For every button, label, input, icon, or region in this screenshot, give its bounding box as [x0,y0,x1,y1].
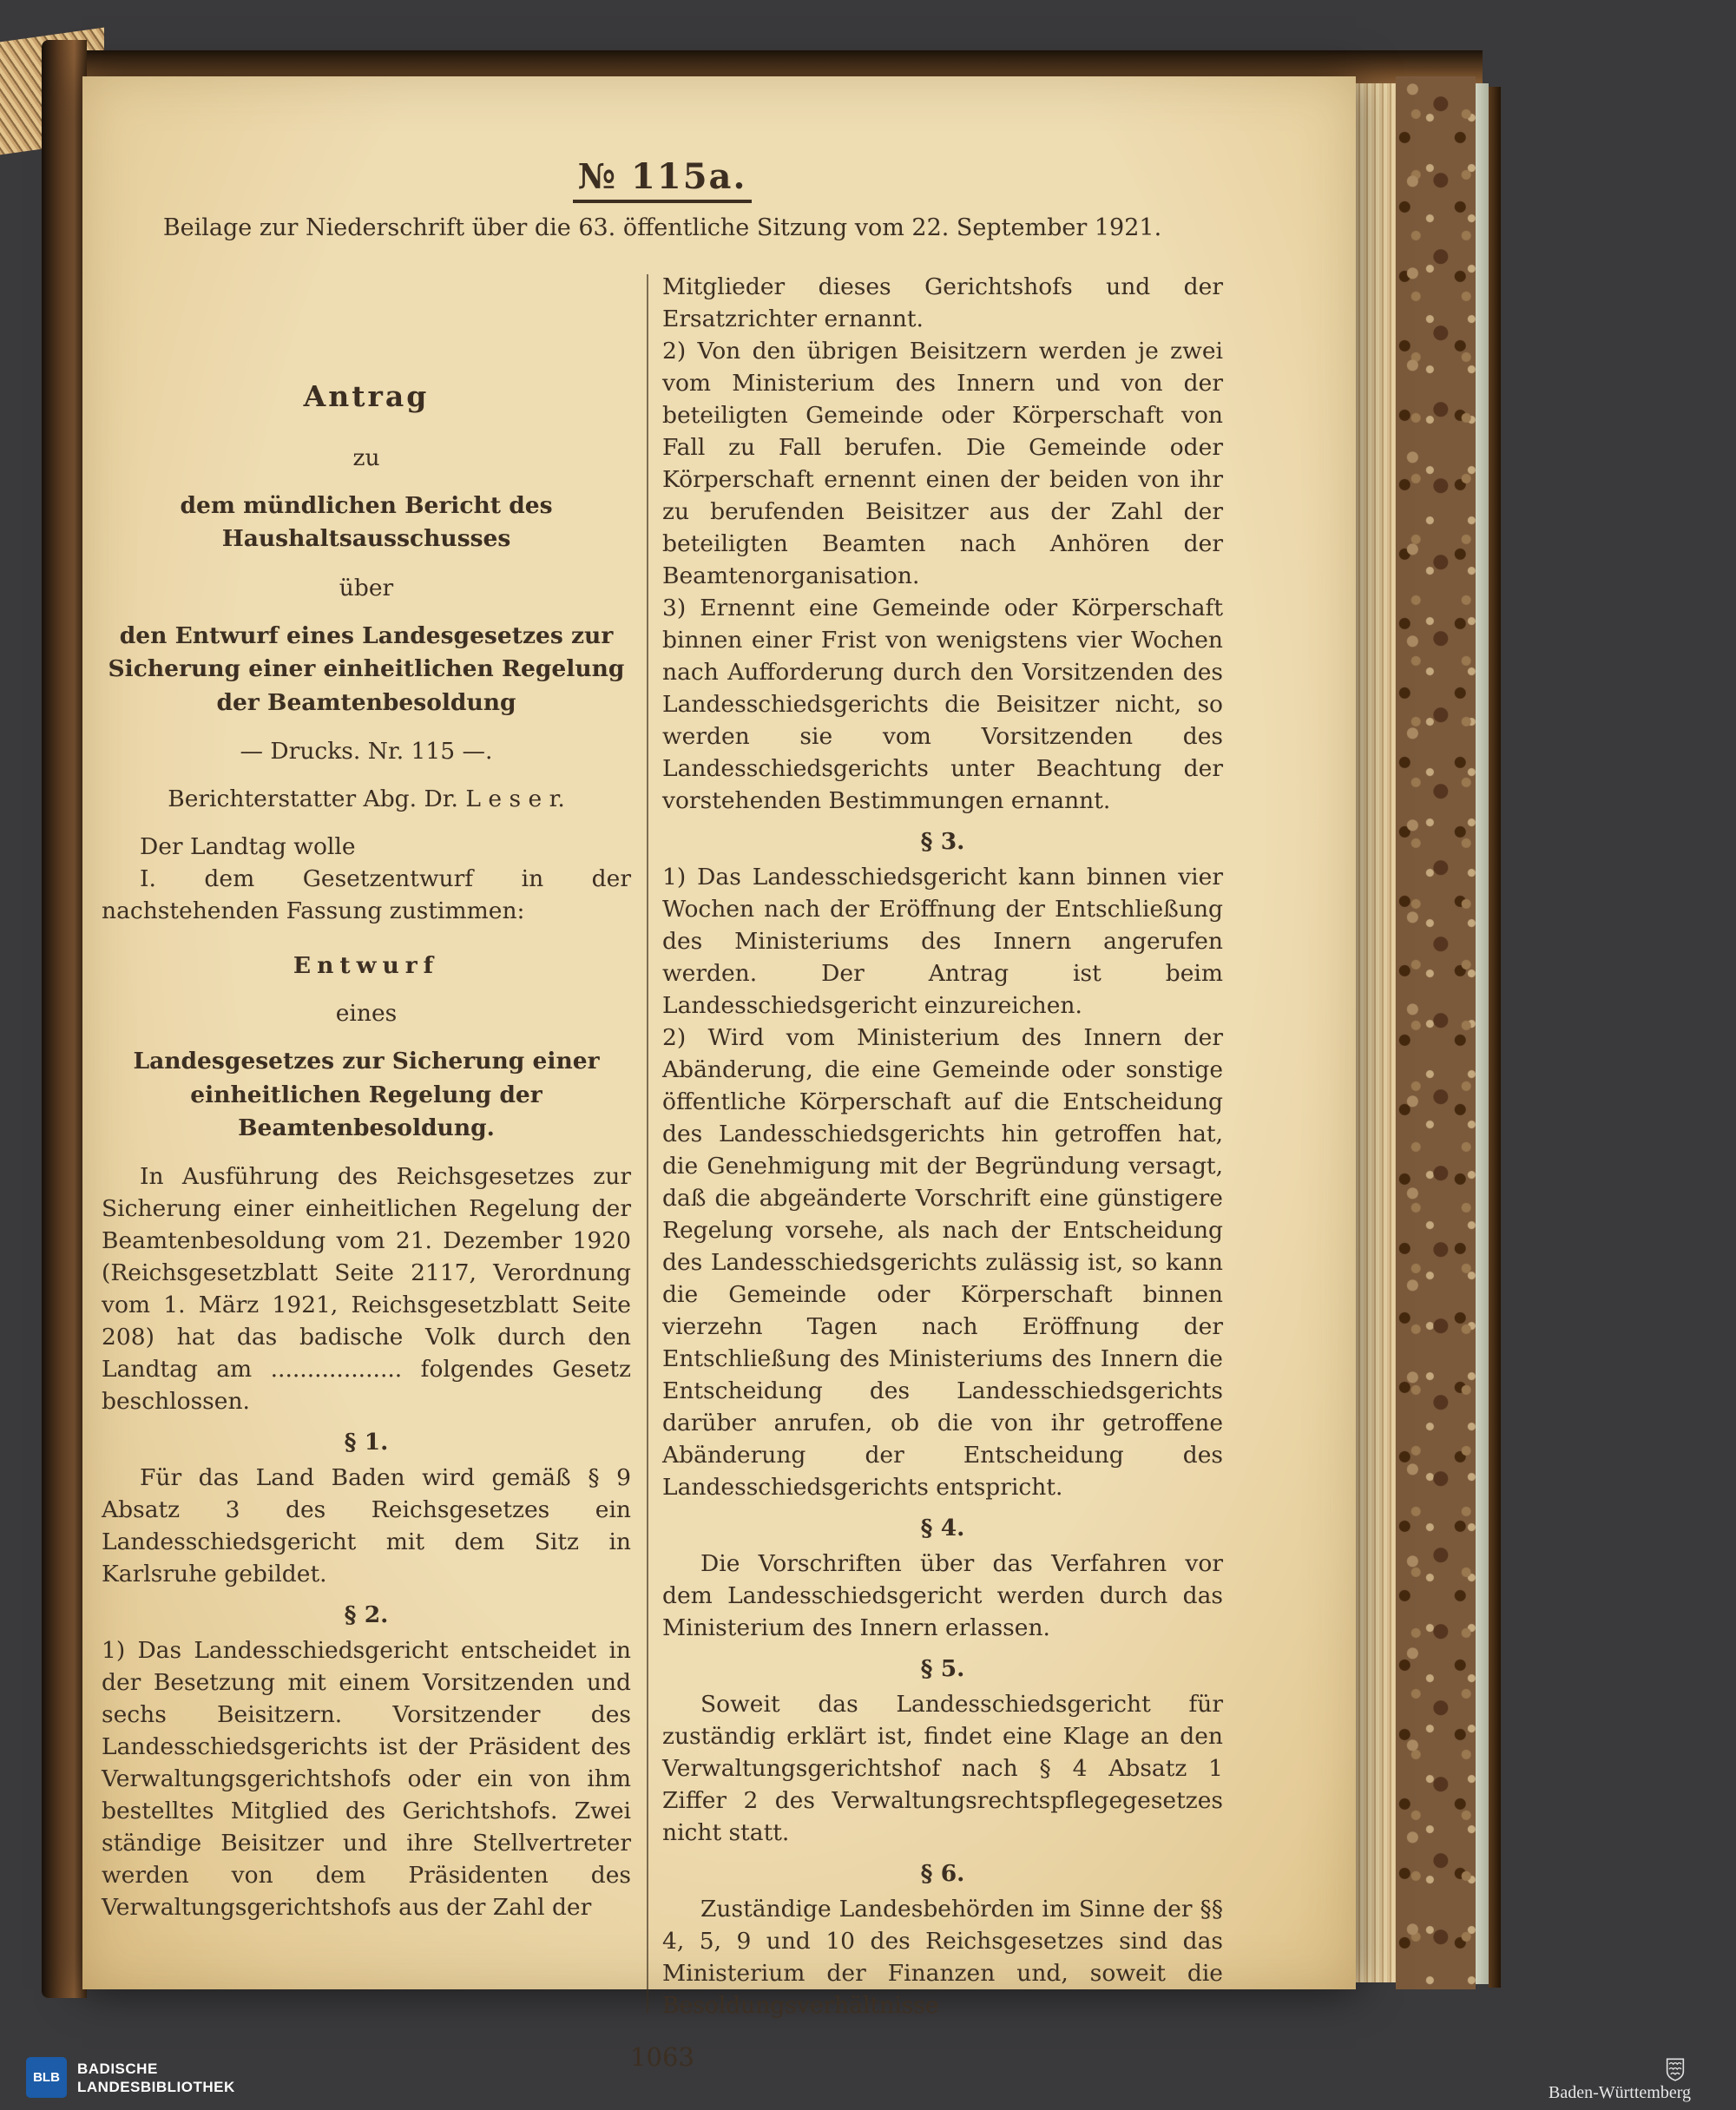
blb-logo-icon: BLB [26,2057,67,2098]
text-block: 3) Ernennt eine Gemeinde oder Körperschaft binnen einer Frist von wenigstens vier Wochen nach Aufforderung durch den Vorsitzenden des Landesschiedsgerichts die Beisitzer nicht, so werden sie vom Vorsitzenden des Landesschiedsgerichts unter Beachtung der vorstehenden Bestimmungen ernannt. [662,595,1223,814]
document-subtitle: Beilage zur Niederschrift über die 63. öffentliche Sitzung vom 22. September 1921. [162,214,1162,241]
text-block: den Entwurf eines Landesgesetzes zur Sicherung einer einheitlichen Regelung der Beamtenbesoldung [108,621,625,716]
text-block: Landesgesetzes zur Sicherung einer einheitlichen Regelung der Beamtenbesoldung. [133,1048,600,1141]
text-block: eines [335,1000,398,1028]
bw-crest-icon [1665,2057,1686,2081]
book-spine [42,40,87,1998]
page-fore-edge [1356,83,1396,1982]
section-heading: § 1. [344,1429,389,1456]
text-block: Soweit das Landesschiedsgericht für zuständig erklärt ist, findet eine Klage an den Verwaltungsgerichtshof nach § 4 Absatz 1 Ziffer 2 des Verwaltungsrechtspflegegesetzes nicht statt. [662,1691,1223,1846]
antrag-heading: Antrag [303,379,430,413]
text-block: I. dem Gesetzentwurf in der nachstehenden Fassung zustimmen: [102,865,631,925]
text-block: Für das Land Baden wird gemäß § 9 Absatz 3 des Reichsgesetzes ein Landesschiedsgericht mit dem Sitz in Karlsruhe gebildet. [102,1464,631,1588]
page-number: 1063 [630,2042,694,2072]
section-heading: § 4. [920,1515,965,1541]
two-column-text [102,271,1223,2021]
library-name-line2: LANDESBIBLIOTHEK [77,2078,235,2095]
column-left [102,271,631,2021]
text-block: 1) Das Landesschiedsgericht kann binnen vier Wochen nach der Eröffnung der Entschließung des Ministeriums des Innern angerufen werden. Der Antrag ist beim Landesschiedsgericht einzureichen. [662,864,1223,1019]
text-block: Der Landtag wolle [140,833,356,861]
text-block: über [339,574,394,601]
column-right [662,271,1223,2021]
endpaper-strip [1476,83,1489,1984]
entwurf-heading: Entwurf [293,952,440,980]
state-label: Baden-Württemberg [1548,2083,1691,2102]
scanned-page [82,76,1356,2072]
text-block: 2) Wird vom Ministerium des Innern der Abänderung, die eine Gemeinde oder sonstige öffentliche Körperschaft auf die Entscheidung des Landesschiedsgerichts hin getroffen hat, die Genehmigung mit der Begründung versagt, daß die abgeänderte Vorschrift eine günstigere Regelung vorsehe, als nach der Entscheidung des Landesschiedsgerichts zulässig ist, so kann die Gemeinde oder Körperschaft binnen vierzehn Tagen nach Eröffnung der Entschließung des Ministeriums des Innern die Entscheidung des Landesschiedsgerichts darüber anrufen, ob die von ihr getroffene Abänderung der Entscheidung des Landesschiedsgerichts entspricht. [662,1024,1223,1501]
text-block: Zuständige Landesbehörden im Sinne der §§ 4, 5, 9 und 10 des Reichsgesetzes sind das Ministerium der Finanzen und, soweit die Besoldungsverhältnisse [662,1896,1223,2019]
text-block: Berichterstatter Abg. Dr. L e s e r. [168,785,565,813]
column-divider-rule [647,274,648,2013]
library-branding [26,2057,235,2098]
section-heading: § 6. [920,1860,965,1887]
book-cover-edge [1489,87,1501,1988]
page-content [102,156,1223,2072]
section-heading: § 3. [920,828,965,855]
text-block: Die Vorschriften über das Verfahren vor dem Landesschiedsgericht werden durch das Ministerium des Innern erlassen. [662,1550,1223,1641]
text-block: dem mündlichen Bericht des Haushaltsausschusses [180,492,553,553]
text-block: — Drucks. Nr. 115 —. [240,738,493,766]
library-name-line1: BADISCHE [77,2060,158,2077]
marbled-cover-edge [1396,76,1476,1989]
section-heading: § 2. [344,1601,389,1629]
library-name [77,2060,235,2096]
document-number-heading [102,156,1223,197]
state-branding [1549,2057,1691,2103]
text-block: Mitglieder dieses Gerichtshofs und der Ersatzrichter ernannt. [662,273,1223,332]
document-number-text: № 115a. [573,156,753,203]
section-heading: § 5. [920,1655,965,1682]
text-block: 2) Von den übrigen Beisitzern werden je zwei vom Ministerium des Innern und von der beteiligten Gemeinde oder Körperschaft von Fall zu Fall berufen. Die Gemeinde oder Körperschaft ernennt einen der beiden von ihr zu berufenden Beisitzer aus der Zahl der beteiligten Beamten nach Anhören der Beamtenorganisation. [662,338,1223,589]
text-block: In Ausführung des Reichsgesetzes zur Sicherung einer einheitlichen Regelung der Beamtenbesoldung vom 21. Dezember 1920 (Reichsgesetzblatt Seite 2117, Verordnung vom 1. März 1921, Reichsgesetzblatt Seite 208) hat das badische Volk durch den Landtag am .................. folgendes Gesetz beschlossen. [102,1163,631,1416]
text-block: 1) Das Landesschiedsgericht entscheidet in der Besetzung mit einem Vorsitzenden und sechs Beisitzern. Vorsitzender des Landesschiedsgerichts ist der Präsident des Verwaltungsgerichtshofs oder ein von ihm bestelltes Mitglied des Gerichtshofs. Zwei ständige Beisitzer und ihre Stellvertreter werden von dem Präsidenten des Verwaltungsgerichtshofs aus der Zahl der [102,1637,631,1922]
text-block: zu [352,444,380,471]
